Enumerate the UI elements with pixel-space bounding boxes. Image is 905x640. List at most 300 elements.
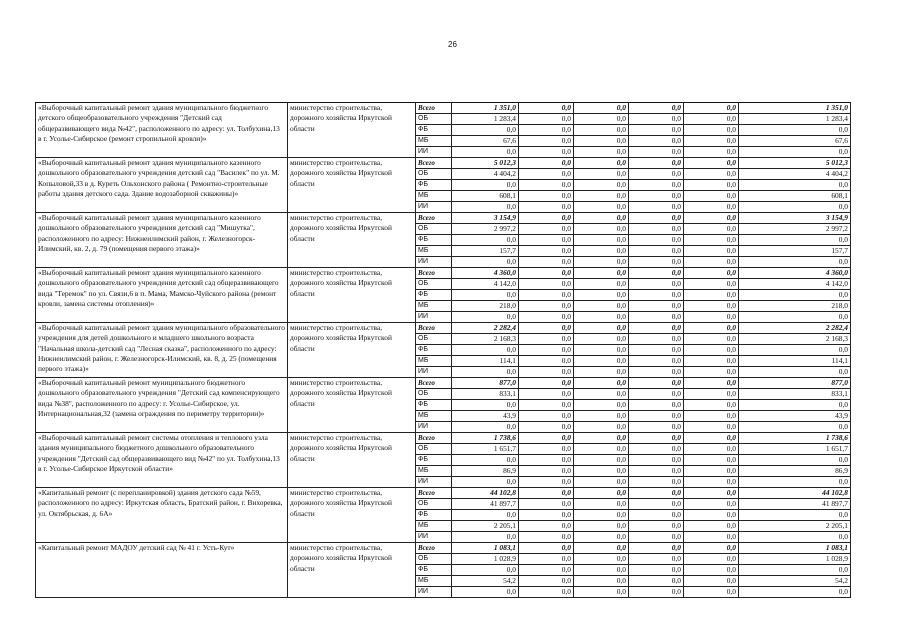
value-cell: 0,0 [452, 532, 519, 543]
value-cell: 0,0 [574, 224, 629, 235]
responsible-ministry-cell: министерство строительства, дорожного хозяйства Иркутской области [288, 103, 416, 158]
project-name-cell: «Выборочный капитальный ремонт здания муниципального образовательного учреждения для детей дошкольного и младшего школьного возраста "Начальная школа-детский сад "Лесная сказка", расположенного по адресу: Нижнеилимский район, г. Железногорск-Илимский, кв. 8, д. 25 (помещения первого этажа)» [36, 323, 288, 378]
value-cell: 0,0 [684, 147, 739, 158]
funding-source-cell: ИИ [416, 257, 452, 268]
value-cell: 0,0 [574, 257, 629, 268]
total-value-cell: 1 083,1 [739, 543, 851, 554]
total-value-cell: 0,0 [739, 125, 851, 136]
value-cell: 0,0 [629, 587, 684, 598]
value-cell: 2 168,3 [452, 334, 519, 345]
value-cell: 0,0 [519, 587, 574, 598]
value-cell: 0,0 [574, 422, 629, 433]
value-cell: 0,0 [519, 213, 574, 224]
value-cell: 608,1 [452, 191, 519, 202]
funding-source-cell: Всего [416, 158, 452, 169]
value-cell: 0,0 [684, 279, 739, 290]
value-cell: 0,0 [684, 466, 739, 477]
funding-source-cell: ОБ [416, 444, 452, 455]
total-value-cell: 833,1 [739, 389, 851, 400]
responsible-ministry-cell: министерство строительства, дорожного хозяйства Иркутской области [288, 268, 416, 323]
total-value-cell: 1 283,4 [739, 114, 851, 125]
value-cell: 0,0 [519, 202, 574, 213]
value-cell: 0,0 [684, 576, 739, 587]
value-cell: 0,0 [629, 345, 684, 356]
value-cell: 0,0 [684, 345, 739, 356]
value-cell: 0,0 [684, 268, 739, 279]
value-cell: 0,0 [519, 411, 574, 422]
value-cell: 0,0 [629, 378, 684, 389]
funding-source-cell: МБ [416, 466, 452, 477]
value-cell: 0,0 [519, 323, 574, 334]
value-cell: 0,0 [574, 433, 629, 444]
value-cell: 0,0 [519, 312, 574, 323]
page-number: 26 [448, 40, 457, 49]
value-cell: 54,2 [452, 576, 519, 587]
value-cell: 0,0 [684, 312, 739, 323]
value-cell: 41 897,7 [452, 499, 519, 510]
total-value-cell: 67,6 [739, 136, 851, 147]
value-cell: 0,0 [452, 257, 519, 268]
total-value-cell: 0,0 [739, 312, 851, 323]
funding-source-cell: ОБ [416, 389, 452, 400]
value-cell: 0,0 [629, 356, 684, 367]
value-cell: 0,0 [574, 477, 629, 488]
value-cell: 0,0 [629, 257, 684, 268]
value-cell: 0,0 [684, 455, 739, 466]
value-cell: 0,0 [684, 301, 739, 312]
value-cell: 0,0 [452, 312, 519, 323]
value-cell: 0,0 [684, 411, 739, 422]
value-cell: 0,0 [452, 367, 519, 378]
value-cell: 0,0 [574, 301, 629, 312]
project-name-cell: «Выборочный капитальный ремонт системы отопления и теплового узла здания муниципального бюджетного дошкольного образовательного учреждения "Детский сад общеразвивающего вид №42" по ул. Толбухина,13 в г. Усолье-Сибирское Иркутской области» [36, 433, 288, 488]
funding-source-cell: МБ [416, 576, 452, 587]
total-value-cell: 0,0 [739, 290, 851, 301]
value-cell: 0,0 [574, 169, 629, 180]
value-cell: 3 154,9 [452, 213, 519, 224]
value-cell: 0,0 [452, 180, 519, 191]
funding-source-cell: Всего [416, 378, 452, 389]
value-cell: 0,0 [574, 334, 629, 345]
value-cell: 0,0 [574, 400, 629, 411]
project-name-cell: «Выборочный капитальный ремонт здания муниципального бюджетного детского общеобразовательного учреждения "Детский сад общеразвивающего вида №42", расположенного по адресу: ул. Толбухина,13 в г. Усолье-Сибирское (ремонт стропильной кровли)» [36, 103, 288, 158]
value-cell: 5 012,3 [452, 158, 519, 169]
funding-source-cell: ФБ [416, 345, 452, 356]
value-cell: 0,0 [629, 147, 684, 158]
funding-source-cell: ФБ [416, 180, 452, 191]
value-cell: 0,0 [629, 224, 684, 235]
value-cell: 0,0 [684, 356, 739, 367]
value-cell: 0,0 [684, 334, 739, 345]
value-cell: 0,0 [629, 103, 684, 114]
table-row [36, 433, 851, 444]
value-cell: 0,0 [519, 510, 574, 521]
value-cell: 0,0 [684, 323, 739, 334]
funding-source-cell: МБ [416, 191, 452, 202]
total-value-cell: 0,0 [739, 532, 851, 543]
value-cell: 0,0 [629, 543, 684, 554]
value-cell: 0,0 [629, 334, 684, 345]
total-value-cell: 2 168,3 [739, 334, 851, 345]
value-cell: 0,0 [519, 477, 574, 488]
value-cell: 0,0 [629, 488, 684, 499]
total-value-cell: 1 351,0 [739, 103, 851, 114]
value-cell: 0,0 [629, 158, 684, 169]
value-cell: 0,0 [574, 554, 629, 565]
value-cell: 0,0 [684, 180, 739, 191]
total-value-cell: 2 205,1 [739, 521, 851, 532]
value-cell: 0,0 [684, 400, 739, 411]
value-cell: 0,0 [519, 301, 574, 312]
value-cell: 0,0 [684, 422, 739, 433]
funding-source-cell: Всего [416, 488, 452, 499]
value-cell: 0,0 [519, 114, 574, 125]
value-cell: 0,0 [574, 499, 629, 510]
value-cell: 0,0 [452, 565, 519, 576]
value-cell: 0,0 [452, 510, 519, 521]
value-cell: 0,0 [574, 510, 629, 521]
project-name-cell: «Выборочный капитальный ремонт здания муниципального казенного дошкольного образовательного учреждения детский сад общеразвивающего вида "Теремок" по ул. Связи,6 в п. Мама, Мамско-Чуйского района (ремонт кровли, замена системы отопления)» [36, 268, 288, 323]
value-cell: 0,0 [629, 136, 684, 147]
value-cell: 0,0 [519, 169, 574, 180]
value-cell: 0,0 [519, 356, 574, 367]
value-cell: 0,0 [574, 323, 629, 334]
value-cell: 0,0 [574, 147, 629, 158]
funding-source-cell: МБ [416, 356, 452, 367]
value-cell: 0,0 [574, 213, 629, 224]
value-cell: 0,0 [574, 466, 629, 477]
value-cell: 0,0 [629, 565, 684, 576]
value-cell: 0,0 [519, 268, 574, 279]
value-cell: 0,0 [519, 565, 574, 576]
value-cell: 0,0 [629, 389, 684, 400]
total-value-cell: 114,1 [739, 356, 851, 367]
funding-source-cell: ИИ [416, 147, 452, 158]
value-cell: 86,9 [452, 466, 519, 477]
value-cell: 2 205,1 [452, 521, 519, 532]
table-row [36, 543, 851, 554]
value-cell: 0,0 [574, 576, 629, 587]
funding-source-cell: ИИ [416, 587, 452, 598]
value-cell: 0,0 [684, 389, 739, 400]
total-value-cell: 0,0 [739, 400, 851, 411]
value-cell: 114,1 [452, 356, 519, 367]
value-cell: 0,0 [684, 191, 739, 202]
total-value-cell: 0,0 [739, 202, 851, 213]
funding-source-cell: ФБ [416, 125, 452, 136]
value-cell: 1 028,9 [452, 554, 519, 565]
value-cell: 0,0 [629, 312, 684, 323]
value-cell: 0,0 [684, 158, 739, 169]
value-cell: 0,0 [574, 180, 629, 191]
total-value-cell: 0,0 [739, 510, 851, 521]
total-value-cell: 0,0 [739, 477, 851, 488]
value-cell: 0,0 [574, 521, 629, 532]
total-value-cell: 3 154,9 [739, 213, 851, 224]
total-value-cell: 0,0 [739, 455, 851, 466]
value-cell: 0,0 [574, 268, 629, 279]
value-cell: 0,0 [574, 488, 629, 499]
funding-source-cell: Всего [416, 213, 452, 224]
value-cell: 0,0 [629, 521, 684, 532]
value-cell: 0,0 [574, 158, 629, 169]
funding-source-cell: ИИ [416, 422, 452, 433]
total-value-cell: 54,2 [739, 576, 851, 587]
value-cell: 0,0 [684, 499, 739, 510]
total-value-cell: 608,1 [739, 191, 851, 202]
total-value-cell: 4 142,0 [739, 279, 851, 290]
value-cell: 0,0 [629, 180, 684, 191]
value-cell: 0,0 [574, 444, 629, 455]
responsible-ministry-cell: министерство строительства, дорожного хозяйства Иркутской области [288, 158, 416, 213]
responsible-ministry-cell: министерство строительства, дорожного хозяйства Иркутской области [288, 213, 416, 268]
value-cell: 0,0 [574, 356, 629, 367]
funding-source-cell: ИИ [416, 312, 452, 323]
funding-source-cell: ОБ [416, 224, 452, 235]
total-value-cell: 0,0 [739, 422, 851, 433]
value-cell: 0,0 [629, 213, 684, 224]
funding-source-cell: ОБ [416, 114, 452, 125]
value-cell: 0,0 [574, 290, 629, 301]
value-cell: 0,0 [629, 114, 684, 125]
value-cell: 1 651,7 [452, 444, 519, 455]
value-cell: 0,0 [574, 587, 629, 598]
funding-source-cell: ОБ [416, 554, 452, 565]
value-cell: 0,0 [629, 422, 684, 433]
value-cell: 0,0 [574, 367, 629, 378]
value-cell: 0,0 [629, 125, 684, 136]
value-cell: 0,0 [519, 136, 574, 147]
value-cell: 0,0 [452, 235, 519, 246]
value-cell: 0,0 [519, 290, 574, 301]
value-cell: 0,0 [519, 279, 574, 290]
value-cell: 0,0 [574, 565, 629, 576]
value-cell: 0,0 [452, 147, 519, 158]
value-cell: 0,0 [684, 444, 739, 455]
total-value-cell: 2 997,2 [739, 224, 851, 235]
value-cell: 1 283,4 [452, 114, 519, 125]
value-cell: 0,0 [629, 367, 684, 378]
value-cell: 0,0 [684, 565, 739, 576]
value-cell: 877,0 [452, 378, 519, 389]
funding-source-cell: ОБ [416, 499, 452, 510]
value-cell: 0,0 [452, 587, 519, 598]
value-cell: 0,0 [519, 488, 574, 499]
funding-source-cell: ОБ [416, 169, 452, 180]
value-cell: 0,0 [684, 488, 739, 499]
value-cell: 0,0 [684, 202, 739, 213]
total-value-cell: 4 360,0 [739, 268, 851, 279]
value-cell: 0,0 [629, 455, 684, 466]
funding-source-cell: ОБ [416, 279, 452, 290]
value-cell: 0,0 [519, 455, 574, 466]
value-cell: 0,0 [574, 345, 629, 356]
funding-source-cell: ИИ [416, 477, 452, 488]
value-cell: 43,9 [452, 411, 519, 422]
value-cell: 0,0 [684, 290, 739, 301]
value-cell: 0,0 [629, 279, 684, 290]
project-name-cell: «Капитальный ремонт (с перепланировкой) здания детского сада №59, расположенного по адресу: Иркутская область, Братский район, г. Вихоревка, ул. Октябрьская, д. 6А» [36, 488, 288, 543]
value-cell: 0,0 [519, 235, 574, 246]
value-cell: 0,0 [629, 191, 684, 202]
funding-source-cell: Всего [416, 103, 452, 114]
funding-source-cell: ФБ [416, 510, 452, 521]
project-name-cell: «Выборочный капитальный ремонт здания муниципального казенного дошкольного образовательного учреждения детский сад "Василек" по ул. М. Копыловой,33 в д. Куреть Ольхонского района ( Ремонтно-строительные работы здания детского сада. Здание водозаборной скважины)» [36, 158, 288, 213]
value-cell: 0,0 [519, 367, 574, 378]
value-cell: 0,0 [574, 235, 629, 246]
value-cell: 0,0 [574, 103, 629, 114]
table-row [36, 378, 851, 389]
value-cell: 218,0 [452, 301, 519, 312]
value-cell: 0,0 [684, 554, 739, 565]
total-value-cell: 218,0 [739, 301, 851, 312]
value-cell: 0,0 [629, 268, 684, 279]
value-cell: 0,0 [452, 202, 519, 213]
value-cell: 0,0 [519, 125, 574, 136]
value-cell: 0,0 [629, 235, 684, 246]
value-cell: 0,0 [684, 103, 739, 114]
total-value-cell: 0,0 [739, 345, 851, 356]
value-cell: 0,0 [629, 411, 684, 422]
table-row [36, 488, 851, 499]
value-cell: 0,0 [684, 367, 739, 378]
value-cell: 0,0 [684, 543, 739, 554]
funding-source-cell: ОБ [416, 334, 452, 345]
funding-source-cell: МБ [416, 521, 452, 532]
total-value-cell: 157,7 [739, 246, 851, 257]
project-name-cell: «Капитальный ремонт МАДОУ детский сад № 41 г. Усть-Кут» [36, 543, 288, 598]
value-cell: 0,0 [684, 169, 739, 180]
value-cell: 0,0 [684, 224, 739, 235]
funding-source-cell: ИИ [416, 532, 452, 543]
funding-source-cell: Всего [416, 323, 452, 334]
value-cell: 0,0 [574, 136, 629, 147]
value-cell: 0,0 [452, 125, 519, 136]
value-cell: 0,0 [629, 290, 684, 301]
table-row [36, 323, 851, 334]
responsible-ministry-cell: министерство строительства, дорожного хозяйства Иркутской области [288, 543, 416, 598]
value-cell: 0,0 [684, 246, 739, 257]
value-cell: 0,0 [629, 576, 684, 587]
value-cell: 44 102,8 [452, 488, 519, 499]
value-cell: 0,0 [629, 554, 684, 565]
value-cell: 0,0 [574, 279, 629, 290]
value-cell: 0,0 [519, 433, 574, 444]
value-cell: 0,0 [574, 312, 629, 323]
table-body [36, 103, 851, 598]
value-cell: 0,0 [574, 389, 629, 400]
total-value-cell: 5 012,3 [739, 158, 851, 169]
funding-source-cell: ФБ [416, 565, 452, 576]
total-value-cell: 86,9 [739, 466, 851, 477]
value-cell: 0,0 [684, 477, 739, 488]
value-cell: 0,0 [519, 147, 574, 158]
value-cell: 0,0 [684, 235, 739, 246]
value-cell: 0,0 [684, 136, 739, 147]
value-cell: 0,0 [519, 554, 574, 565]
value-cell: 0,0 [519, 378, 574, 389]
value-cell: 0,0 [684, 510, 739, 521]
value-cell: 0,0 [629, 510, 684, 521]
value-cell: 0,0 [519, 246, 574, 257]
value-cell: 0,0 [629, 499, 684, 510]
value-cell: 0,0 [574, 543, 629, 554]
value-cell: 0,0 [574, 455, 629, 466]
value-cell: 0,0 [629, 400, 684, 411]
total-value-cell: 4 404,2 [739, 169, 851, 180]
value-cell: 0,0 [519, 345, 574, 356]
value-cell: 0,0 [684, 378, 739, 389]
funding-source-cell: МБ [416, 136, 452, 147]
value-cell: 0,0 [574, 114, 629, 125]
value-cell: 0,0 [519, 180, 574, 191]
table-row [36, 213, 851, 224]
value-cell: 0,0 [684, 125, 739, 136]
value-cell: 0,0 [519, 224, 574, 235]
value-cell: 0,0 [629, 169, 684, 180]
funding-source-cell: МБ [416, 411, 452, 422]
value-cell: 4 404,2 [452, 169, 519, 180]
total-value-cell: 0,0 [739, 587, 851, 598]
value-cell: 0,0 [629, 532, 684, 543]
responsible-ministry-cell: министерство строительства, дорожного хозяйства Иркутской области [288, 378, 416, 433]
funding-source-cell: Всего [416, 543, 452, 554]
value-cell: 4 142,0 [452, 279, 519, 290]
total-value-cell: 0,0 [739, 565, 851, 576]
value-cell: 0,0 [629, 323, 684, 334]
value-cell: 0,0 [574, 125, 629, 136]
value-cell: 0,0 [629, 444, 684, 455]
value-cell: 0,0 [629, 477, 684, 488]
funding-source-cell: ФБ [416, 400, 452, 411]
value-cell: 0,0 [519, 422, 574, 433]
value-cell: 157,7 [452, 246, 519, 257]
value-cell: 0,0 [519, 466, 574, 477]
total-value-cell: 1 028,9 [739, 554, 851, 565]
total-value-cell: 0,0 [739, 367, 851, 378]
value-cell: 0,0 [519, 103, 574, 114]
value-cell: 0,0 [519, 257, 574, 268]
value-cell: 0,0 [519, 499, 574, 510]
value-cell: 0,0 [629, 433, 684, 444]
total-value-cell: 44 102,8 [739, 488, 851, 499]
total-value-cell: 2 282,4 [739, 323, 851, 334]
value-cell: 0,0 [684, 114, 739, 125]
value-cell: 0,0 [519, 389, 574, 400]
value-cell: 2 997,2 [452, 224, 519, 235]
funding-source-cell: МБ [416, 246, 452, 257]
total-value-cell: 1 651,7 [739, 444, 851, 455]
value-cell: 1 738,6 [452, 433, 519, 444]
total-value-cell: 877,0 [739, 378, 851, 389]
value-cell: 0,0 [519, 576, 574, 587]
responsible-ministry-cell: министерство строительства, дорожного хозяйства Иркутской области [288, 323, 416, 378]
value-cell: 0,0 [629, 202, 684, 213]
funding-source-cell: ФБ [416, 455, 452, 466]
funding-source-cell: Всего [416, 433, 452, 444]
funding-source-cell: ИИ [416, 202, 452, 213]
value-cell: 0,0 [519, 521, 574, 532]
value-cell: 0,0 [452, 422, 519, 433]
value-cell: 0,0 [684, 213, 739, 224]
value-cell: 0,0 [452, 477, 519, 488]
value-cell: 0,0 [519, 191, 574, 202]
value-cell: 0,0 [684, 587, 739, 598]
value-cell: 4 360,0 [452, 268, 519, 279]
value-cell: 0,0 [452, 345, 519, 356]
value-cell: 0,0 [574, 532, 629, 543]
table-row [36, 103, 851, 114]
